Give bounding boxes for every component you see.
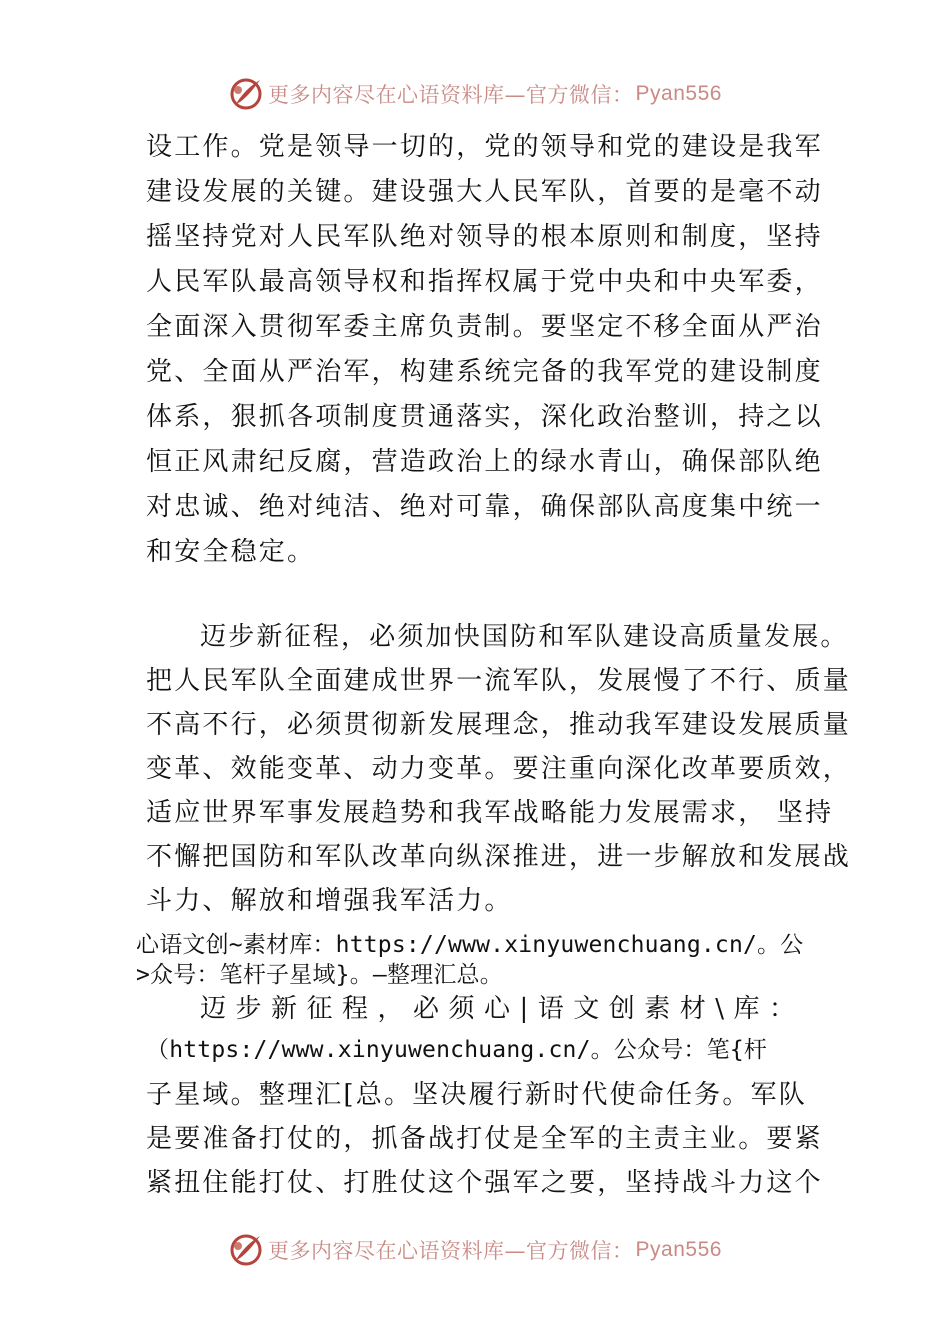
watermark-code: Pyan556 <box>635 82 722 105</box>
text-line: 变革、效能变革、动力变革。要注重向深化改革要质效， <box>146 754 852 784</box>
text-line: 摇坚持党对人民军队绝对领导的根本原则和制度，坚持 <box>146 222 823 252</box>
source-notice-line: >众号：笔杆子星域}。—整理汇总。 <box>136 962 503 988</box>
source-notice-line: 心语文创~素材库：https://www.xinyuwenchuang.cn/。公 <box>136 932 804 958</box>
text-line: 紧扭住能打仗、打胜仗这个强军之要，坚持战斗力这个 <box>146 1168 823 1198</box>
paragraph-start-line: 迈步新征程，必须加快国防和军队建设高质量发展。 <box>200 622 849 652</box>
watermark-text: 更多内容尽在心语资料库—官方微信： <box>268 83 634 107</box>
text-line: 子星域。整理汇[总。坚决履行新时代使命任务。军队 <box>146 1080 807 1110</box>
text-line: 是要准备打仗的，抓备战打仗是全军的主责主业。要紧 <box>146 1124 823 1154</box>
text-line: 适应世界军事发展趋势和我军战略能力发展需求， 坚持 <box>146 798 834 828</box>
text-line: 人民军队最高领导权和指挥权属于党中央和中央军委， <box>146 267 823 297</box>
watermark-banner-bottom <box>0 1232 950 1268</box>
text-line: 把人民军队全面建成世界一流军队，发展慢了不行、质量 <box>146 666 852 696</box>
watermark-banner-top <box>0 76 950 112</box>
text-line: 对忠诚、绝对纯洁、绝对可靠，确保部队高度集中统一 <box>146 492 823 522</box>
paragraph-start-line: 迈步新征程，必须心|语文创素材\库： <box>200 994 805 1024</box>
text-line: 和安全稳定。 <box>146 537 316 567</box>
quill-circle-logo-icon <box>228 76 264 112</box>
quill-circle-logo-icon <box>228 1232 264 1268</box>
text-line: 全面深入贯彻军委主席负责制。要坚定不移全面从严治 <box>146 312 823 342</box>
watermark-text: 更多内容尽在心语资料库—官方微信： <box>268 1239 634 1263</box>
text-line: 不高不行，必须贯彻新发展理念，推动我军建设发展质量 <box>146 710 852 740</box>
text-line: 不懈把国防和军队改革向纵深推进，进一步解放和发展战 <box>146 842 852 872</box>
text-line: 设工作。党是领导一切的，党的领导和党的建设是我军 <box>146 132 823 162</box>
text-line: 恒正风肃纪反腐，营造政治上的绿水青山，确保部队绝 <box>146 447 823 477</box>
text-line: 体系，狠抓各项制度贯通落实，深化政治整训，持之以 <box>146 402 823 432</box>
text-line: （https://www.xinyuwenchuang.cn/。公众号：笔{杆 <box>146 1037 768 1063</box>
text-line: 党、全面从严治军，构建系统完备的我军党的建设制度 <box>146 357 823 387</box>
watermark-code: Pyan556 <box>635 1238 722 1261</box>
text-line: 建设发展的关键。建设强大人民军队，首要的是毫不动 <box>146 177 823 207</box>
text-line: 斗力、解放和增强我军活力。 <box>146 886 513 916</box>
